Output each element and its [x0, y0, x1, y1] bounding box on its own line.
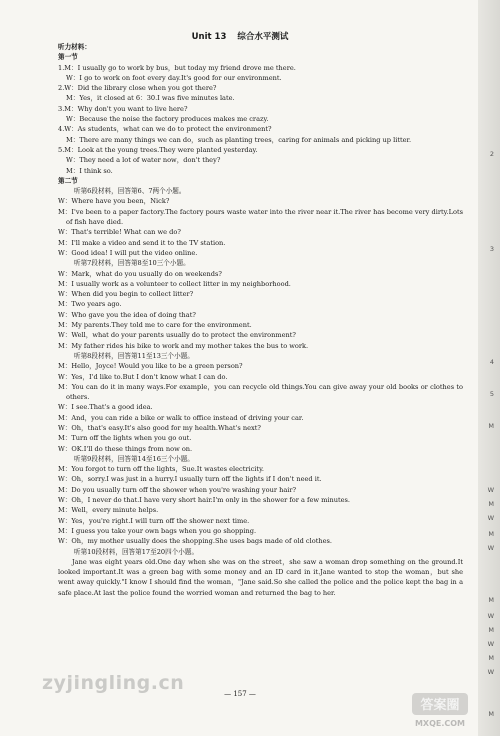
transcript-line: 5.M：Look at the young trees.They were planted yesterday.	[58, 145, 258, 154]
transcript-line: 听第6段材料，回答第6、7两个小题。	[74, 187, 186, 196]
transcript-line: W：That's terrible! What can we do?	[58, 228, 181, 237]
page-number: — 157 —	[224, 690, 256, 698]
gutter-mark: M	[488, 596, 494, 604]
transcript-line: W：I go to work on foot every day.It's good for our environment.	[66, 73, 282, 82]
gutter-mark: W	[487, 514, 494, 522]
transcript-line: W：Where have you been，Nick?	[58, 197, 170, 206]
transcript-line: Jane was eight years old.One day when she was on the street，she saw a woman drop something on the ground.It looked important.It was a green bag with some money and an ID card in it.Jane wanted to stop the woman，but she went away quickly."I know I should find the woman，"Jane said.So she called the police and the police kept the bag in a safe place.At last the police found the worried woman and returned the bag to her.	[58, 557, 463, 597]
transcript-line: 3.M：Why don't you want to live here?	[58, 104, 188, 113]
transcript-line: M：And，you can ride a bike or walk to office instead of driving your car.	[58, 413, 304, 422]
gutter-mark: M	[488, 710, 494, 718]
gutter-mark: M	[488, 626, 494, 634]
logo-badge-icon	[410, 690, 470, 730]
page-gutter	[478, 0, 500, 736]
transcript-line: M：Do you usually turn off the shower when you're washing your hair?	[58, 485, 297, 494]
transcript-line: W：Yes，I'd like to.But I don't know what I can do.	[58, 372, 228, 381]
transcript-line: W：Oh，sorry.I was just in a hurry.I usually turn off the lights if I don't need it.	[58, 475, 322, 484]
transcript-line: M：You forgot to turn off the lights，Sue.It wastes electricity.	[58, 465, 265, 474]
transcript-line: 第二节	[58, 176, 78, 185]
gutter-mark: W	[487, 640, 494, 648]
transcript-line: M：There are many things we can do，such as planting trees，caring for animals and picking up litter.	[66, 135, 412, 144]
gutter-mark: 5	[489, 390, 494, 398]
gutter-mark: M	[488, 500, 494, 508]
transcript-line: W：Yes，you're right.I will turn off the shower next time.	[58, 516, 250, 525]
transcript-line: M：Two years ago.	[58, 300, 122, 309]
gutter-mark: M	[488, 654, 494, 662]
transcript-line: M：Yes，it closed at 6：30.I was five minutes late.	[66, 94, 235, 103]
transcript-line: W：Oh，I never do that.I have very short hair.I'm only in the shower for a few minutes.	[58, 496, 351, 505]
transcript-line: W：I see.That's a good idea.	[58, 403, 153, 412]
gutter-mark: W	[487, 612, 494, 620]
transcript-line: 4.W：As students，what can we do to protect the environment?	[58, 125, 272, 134]
transcript-line: M：My father rides his bike to work and my mother takes the bus to work.	[58, 341, 309, 350]
transcript-line: M：Turn off the lights when you go out.	[58, 434, 192, 443]
transcript-line: W：They need a lot of water now，don't they?	[66, 156, 221, 165]
gutter-mark: 3	[489, 245, 494, 253]
transcript-line: W：OK.I'll do these things from now on.	[58, 444, 193, 453]
transcript-line: W：Because the noise the factory produces makes me crazy.	[66, 115, 269, 124]
transcript-line: M：I guess you take your own bags when you go shopping.	[58, 526, 257, 535]
transcript-line: W：Mark，what do you usually do on weekends?	[58, 269, 222, 278]
gutter-mark: W	[487, 486, 494, 494]
transcript-line: M：Well，every minute helps.	[58, 506, 159, 515]
transcript-line: M：I think so.	[66, 166, 113, 175]
transcript-line: 1.M：I usually go to work by bus，but today my friend drove me there.	[58, 63, 296, 72]
transcript-line: 听第10段材料，回答第17至20四个小题。	[74, 547, 199, 556]
transcript-line: M：My parents.They told me to care for the environment.	[58, 321, 252, 330]
page-title	[0, 30, 480, 42]
gutter-mark: 2	[489, 150, 494, 158]
gutter-mark: 4	[489, 358, 494, 366]
transcript-line: W：Who gave you the idea of doing that?	[58, 310, 196, 319]
logo-subtext: MXQE.COM	[414, 719, 466, 728]
transcript-line: 听第9段材料，回答第14至16三个小题。	[74, 454, 194, 463]
transcript-line: 听第8段材料，回答第11至13三个小题。	[74, 351, 194, 360]
gutter-mark: M	[488, 422, 494, 430]
transcript-line: 听力材料：	[58, 43, 91, 51]
transcript-line: M：You can do it in many ways.For example，you can recycle old things.You can give away your old books or clothes to others.	[58, 382, 463, 402]
transcript-line: M：I've been to a paper factory.The factory pours waste water into the river near it.The river has become very dirty.Lots of fish have died.	[58, 207, 463, 227]
watermark-text: zyjingling.cn	[42, 672, 185, 694]
transcript-line: M：Hello，Joyce! Would you like to be a green person?	[58, 362, 243, 371]
transcript-line: W：Well，what do your parents usually do to protect the environment?	[58, 331, 296, 340]
logo-text: 答案圈	[420, 698, 460, 713]
transcript-line: W：When did you begin to collect litter?	[58, 290, 194, 299]
transcript-line: 第一节	[58, 53, 78, 62]
transcript-line: 2.W：Did the library close when you got there?	[58, 84, 217, 93]
listening-transcript	[58, 42, 463, 598]
transcript-line: W：Oh，my mother usually does the shopping.She uses bags made of old clothes.	[58, 537, 332, 546]
gutter-mark: W	[487, 544, 494, 552]
unit-subtitle: 综合水平测试	[237, 32, 289, 42]
transcript-line: M：I'll make a video and send it to the TV station.	[58, 238, 226, 247]
transcript-line: W：Oh，that's easy.It's also good for my health.What's next?	[58, 423, 261, 432]
transcript-line: M：I usually work as a volunteer to collect litter in my neighborhood.	[58, 279, 291, 288]
transcript-line: W：Good idea! I will put the video online.	[58, 248, 198, 257]
gutter-mark: W	[487, 668, 494, 676]
site-logo	[410, 690, 470, 730]
unit-label: Unit 13	[191, 32, 227, 42]
transcript-line: 听第7段材料，回答第8至10三个小题。	[74, 259, 190, 268]
gutter-mark: M	[488, 530, 494, 538]
